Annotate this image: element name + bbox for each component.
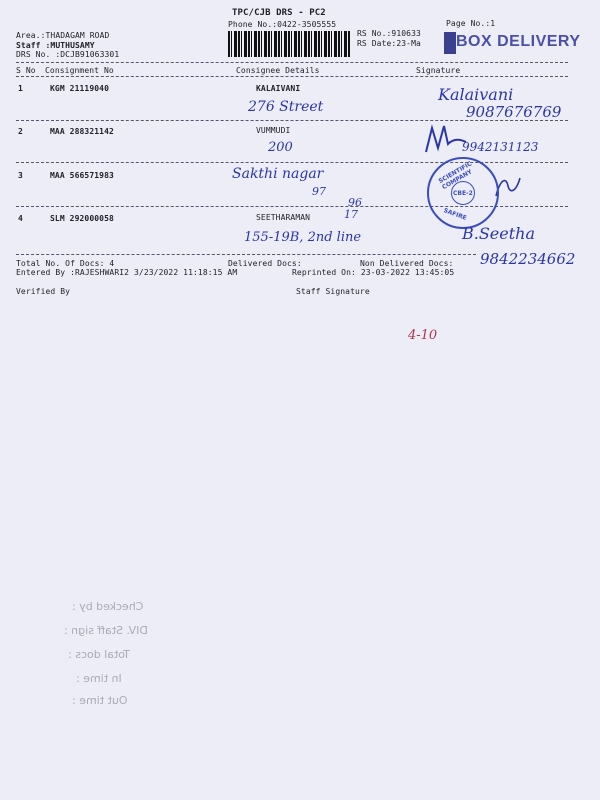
box-delivery-stamp xyxy=(430,30,580,56)
bleed-through-line: Total docs : xyxy=(68,648,130,661)
staff-signature: Staff Signature xyxy=(296,287,370,296)
row1-sno: 1 xyxy=(18,84,23,93)
rs-date: RS Date:23-Ma xyxy=(357,39,421,48)
barcode xyxy=(228,31,351,57)
non-delivered-docs: Non Delivered Docs: xyxy=(360,259,454,268)
row1-handwritten-address: 276 Street xyxy=(248,99,324,115)
row4-sno: 4 xyxy=(18,214,23,223)
row3-handwritten-address: Sakthi nagar xyxy=(232,166,324,182)
document-title: TPC/CJB DRS - PC2 xyxy=(232,8,326,18)
col-consignment: Consignment No xyxy=(45,66,114,75)
verified-by: Verified By xyxy=(16,287,71,296)
entered-by: Entered By :RAJESHWARI2 3/23/2022 11:18:15 AM xyxy=(16,268,238,277)
row3-consignment: MAA 566571983 xyxy=(50,171,114,180)
stamp-text: BOX DELIVERY xyxy=(456,33,581,50)
row3-handwritten-number-2: 96 xyxy=(348,196,362,209)
row2-sno: 2 xyxy=(18,127,23,136)
drs-number: DRS No. :DCJB91063301 xyxy=(16,50,120,59)
divider xyxy=(16,120,568,121)
row1-consignee: KALAIVANI xyxy=(256,84,301,93)
delivered-docs: Delivered Docs: xyxy=(228,259,302,268)
row4-consignment: SLM 292000058 xyxy=(50,214,114,223)
seal-center-text: CBE-2 xyxy=(453,190,473,197)
phone-number: Phone No.:0422-3505555 xyxy=(228,20,337,29)
row4-consignee: SEETHARAMAN xyxy=(256,213,311,222)
row1-handwritten-signature: Kalaivani xyxy=(438,85,514,104)
bleed-through-line: Out time : xyxy=(72,694,128,707)
col-consignee: Consignee Details xyxy=(236,66,320,75)
area: Area.:THADAGAM ROAD xyxy=(16,31,110,40)
seal-bottom-text: SAFIRE xyxy=(442,207,468,222)
divider xyxy=(16,254,476,255)
row4-handwritten-signature: B.Seetha xyxy=(462,224,536,243)
page-number: Page No.:1 xyxy=(446,19,496,28)
seal-top-text: SCIENTIFIC COMPANY xyxy=(437,160,474,192)
divider xyxy=(16,62,568,63)
row3-handwritten-number: 97 xyxy=(312,185,326,198)
margin-note: 4-10 xyxy=(408,328,438,343)
row3-sno: 3 xyxy=(18,171,23,180)
row2-handwritten-address: 200 xyxy=(268,140,293,155)
staff-name: Staff :MUTHUSAMY xyxy=(16,41,95,50)
row1-handwritten-phone: 9087676769 xyxy=(466,103,562,121)
row2-consignment: MAA 288321142 xyxy=(50,127,114,136)
reprinted-on: Reprinted On: 23-03-2022 13:45:05 xyxy=(292,268,455,277)
bleed-through-line: Checked by : xyxy=(72,600,144,613)
bleed-through-line: In time : xyxy=(76,672,122,685)
row1-consignment: KGM 21119040 xyxy=(50,84,109,93)
rs-number: RS No.:910633 xyxy=(357,29,421,38)
company-seal xyxy=(427,157,499,229)
row2-consignee: VUMMUDI xyxy=(256,126,291,135)
col-sno: S No xyxy=(16,66,36,75)
divider xyxy=(16,76,568,77)
total-docs: Total No. Of Docs: 4 xyxy=(16,259,115,268)
col-signature: Signature xyxy=(416,66,461,75)
bleed-through-line: DIV. Staff sign : xyxy=(64,624,148,637)
row4-handwritten-address: 155-19B, 2nd line xyxy=(244,230,362,245)
stamp-box-icon xyxy=(444,32,456,54)
row2-handwritten-phone: 9942131123 xyxy=(462,140,539,154)
row4-handwritten-phone: 9842234662 xyxy=(480,250,576,268)
row4-handwritten-number: 17 xyxy=(344,208,358,221)
